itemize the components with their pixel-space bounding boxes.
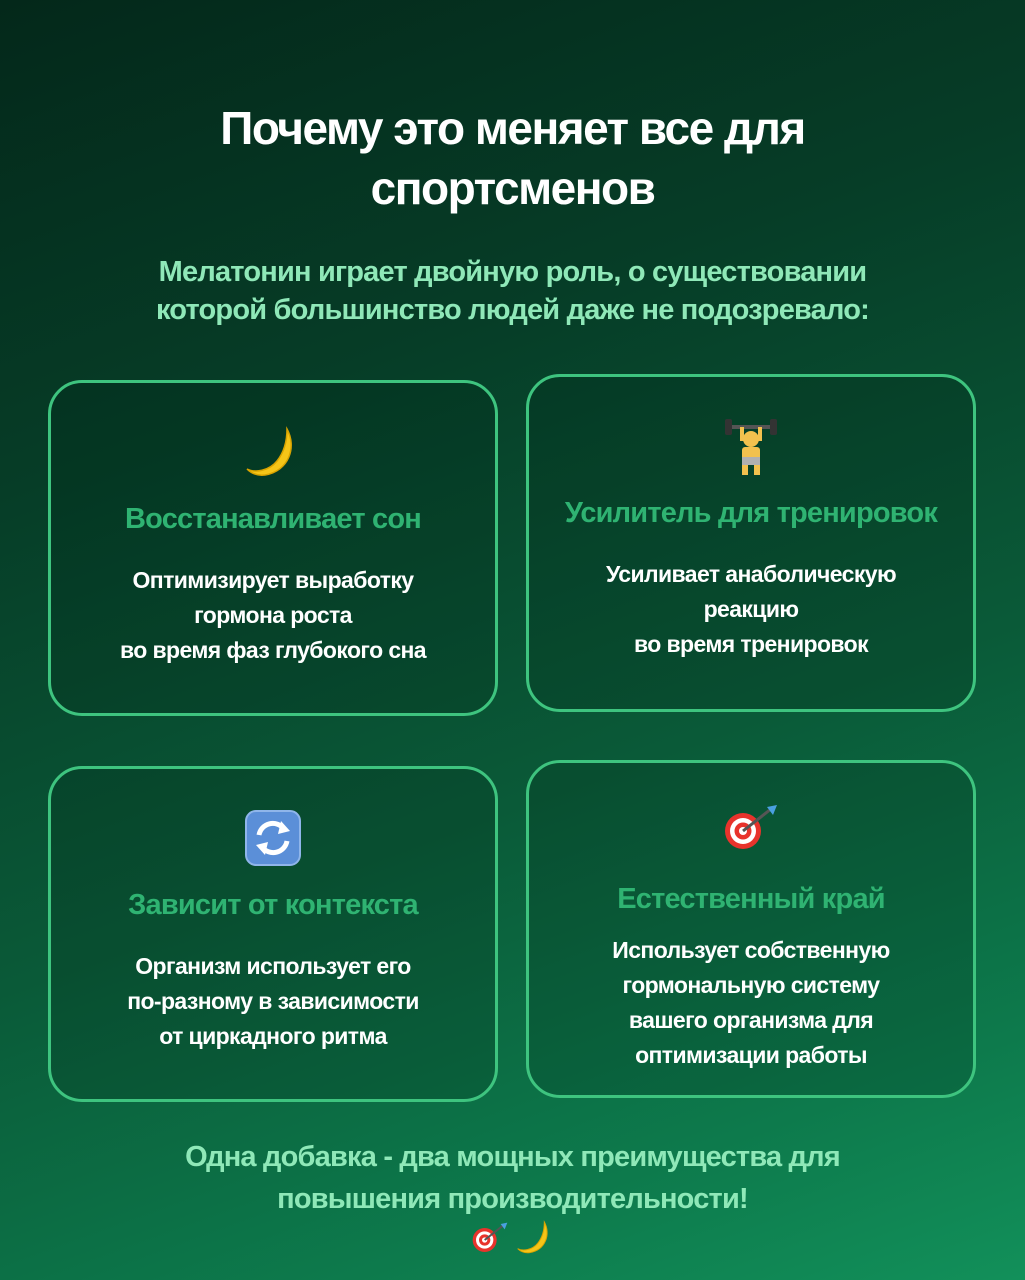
card-text-line: реакцию	[703, 596, 799, 622]
footer-tagline	[0, 1136, 1025, 1220]
card-text-line: Усиливает анаболическую	[606, 561, 896, 587]
subtitle	[0, 253, 1025, 329]
card-title: Естественный край	[617, 883, 885, 915]
footer-icons	[0, 1218, 1025, 1258]
card-description	[71, 563, 475, 668]
page-title-line: Почему это меняет все для	[220, 102, 805, 154]
card-text-line: во время фаз глубокого сна	[119, 637, 426, 663]
card-description	[71, 949, 475, 1054]
card-context	[48, 766, 498, 1102]
footer-line: Одна добавка - два мощных преимущества для	[185, 1141, 840, 1173]
card-title: Зависит от контекста	[128, 889, 418, 921]
refresh-arrows-icon	[51, 809, 495, 869]
card-text-line: Использует собственную	[612, 937, 890, 963]
card-training	[526, 374, 976, 712]
weightlifter-icon	[529, 417, 973, 477]
crescent-moon-icon	[51, 423, 495, 483]
page-title-line: спортсменов	[370, 162, 655, 214]
card-title: Восстанавливает сон	[125, 503, 421, 535]
card-text-line: Оптимизирует выработку	[132, 567, 414, 593]
bullseye-dart-icon	[470, 1229, 514, 1246]
bullseye-dart-icon	[529, 803, 973, 863]
page-title	[0, 98, 1025, 218]
subtitle-line: которой большинство людей даже не подозревало:	[155, 294, 870, 326]
card-text-line: гормональную систему	[622, 972, 880, 998]
card-text-line: гормона роста	[194, 602, 352, 628]
card-title: Усилитель для тренировок	[564, 497, 938, 529]
crescent-moon-icon	[515, 1229, 555, 1246]
card-natural-edge	[526, 760, 976, 1098]
footer-line: повышения производительности!	[277, 1183, 748, 1215]
card-description	[549, 557, 953, 662]
subtitle-line: Мелатонин играет двойную роль, о существовании	[158, 256, 867, 288]
card-text-line: по-разному в зависимости	[127, 988, 419, 1014]
card-sleep	[48, 380, 498, 716]
card-text-line: от циркадного ритма	[159, 1023, 387, 1049]
card-text-line: оптимизации работы	[635, 1042, 867, 1068]
card-text-line: Организм использует его	[135, 953, 411, 979]
card-text-line: во время тренировок	[633, 631, 868, 657]
card-text-line: вашего организма для	[628, 1007, 874, 1033]
card-description	[549, 933, 953, 1073]
